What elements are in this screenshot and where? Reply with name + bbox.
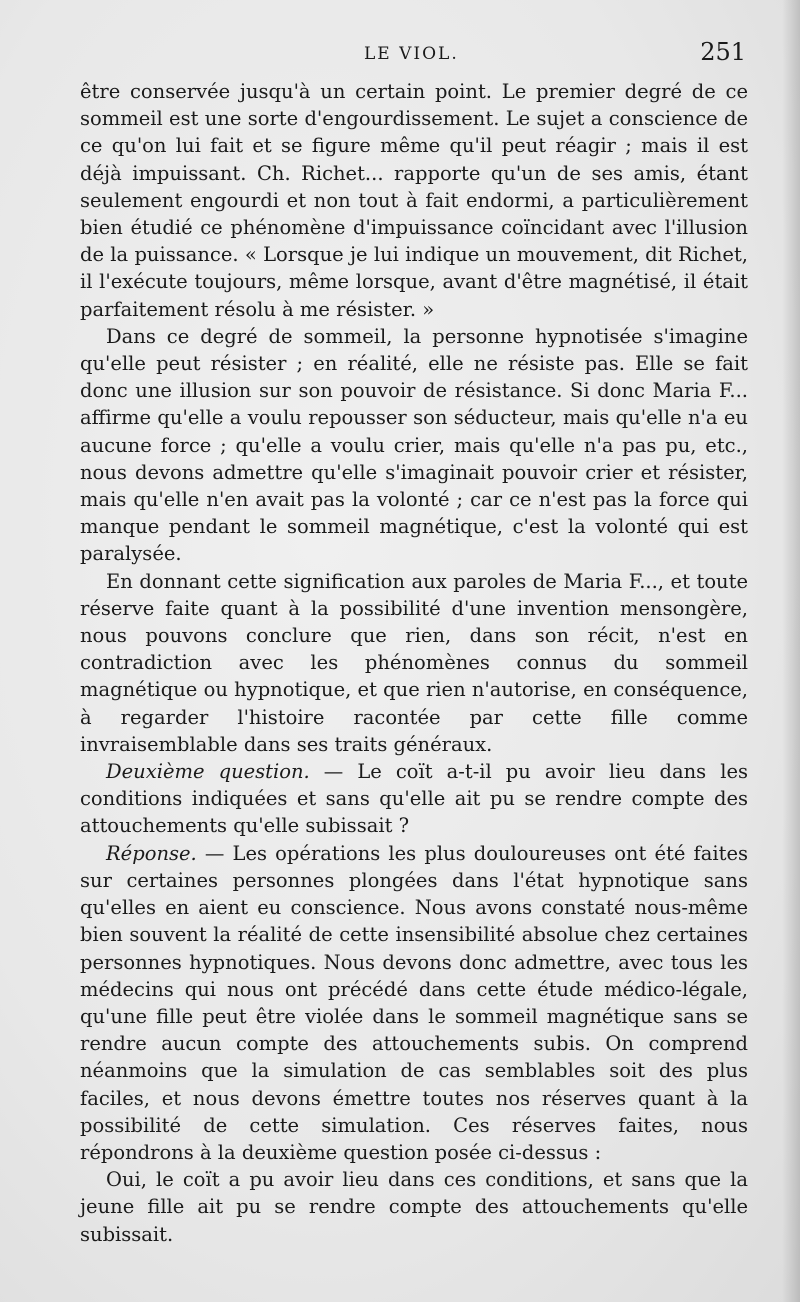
paragraph-question — [80, 758, 748, 840]
running-title: LE VIOL. — [364, 44, 459, 64]
paragraph-continuation: être conservée jusqu'à un certain point. Le premier degré de ce sommeil est une sorte d'engourdissement. Le sujet a conscience de ce qu'on lui fait et se figure même qu'il peut réagir ; mais il est déjà impuissant. Ch. Richet... rapporte qu'un de ses amis, étant seulement engourdi et non tout à fait endormi, a particulièrement bien étudié ce phénomène d'impuissance coïncidant avec l'illusion de la puissance. « Lorsque je lui indique un mouvement, dit Richet, il l'exécute toujours, même lorsque, avant d'être magnétisé, il était parfaitement résolu à me résister. » — [80, 80, 748, 321]
paragraph: Dans ce degré de sommeil, la personne hypnotisée s'imagine qu'elle peut résister ; en réalité, elle ne résiste pas. Elle se fait donc une illusion sur son pouvoir de résistance. Si donc Maria F... affirme qu'elle a voulu repousser son séducteur, mais qu'elle n'a eu aucune force ; qu'elle a voulu crier, mais qu'elle n'a pas pu, etc., nous devons admettre qu'elle s'imaginait pouvoir crier et résister, mais qu'elle n'en avait pas la volonté ; car ce n'est pas la force qui manque pendant le sommeil magnétique, c'est la volonté qui est paralysée. — [80, 324, 748, 566]
paragraph-answer — [80, 840, 748, 1166]
paragraph: En donnant cette signification aux paroles de Maria F..., et toute réserve faite quant à la possibilité d'une invention mensongère, nous pouvons conclure que rien, dans son récit, n'est en contradiction avec les phénomènes connus du sommeil magnétique ou hypnotique, et que rien n'autorise, en conséquence, à regarder l'histoire racontée par cette fille comme invraisemblable dans ses traits généraux. — [80, 569, 748, 756]
page-header — [84, 38, 752, 68]
answer-heading: Réponse. — [106, 841, 197, 865]
paragraph-conclusion: Oui, le coït a pu avoir lieu dans ces conditions, et sans que la jeune fille ait pu se rendre compte des attouchements qu'elle subissait. — [80, 1168, 748, 1246]
page-number: 251 — [700, 38, 746, 66]
page-body — [80, 78, 748, 1248]
answer-text: — Les opérations les plus douloureuses ont été faites sur certaines personnes plongées dans l'état hypnotique sans qu'elles en aient eu conscience. Nous avons constaté nous-même bien souvent la réalité de cette insensibilité absolue chez certaines personnes hypnotiques. Nous devons donc admettre, avec tous les médecins qui nous ont précédé dans cette étude médico-légale, qu'une fille peut être violée dans le sommeil magnétique sans se rendre aucun compte des attouchements subis. On comprend néanmoins que la simulation de cas semblables soit des plus faciles, et nous devons émettre toutes nos réserves quant à la possibilité de cette simulation. Ces réserves faites, nous répondrons à la deuxième question posée ci-dessus : — [80, 841, 748, 1164]
question-heading: Deuxième question. — [106, 760, 310, 784]
question-text: — Le coït a-t-il pu avoir lieu dans les conditions indiquées et sans qu'elle ait pu se rendre compte des attouchements qu'elle subissait ? — [80, 760, 748, 838]
